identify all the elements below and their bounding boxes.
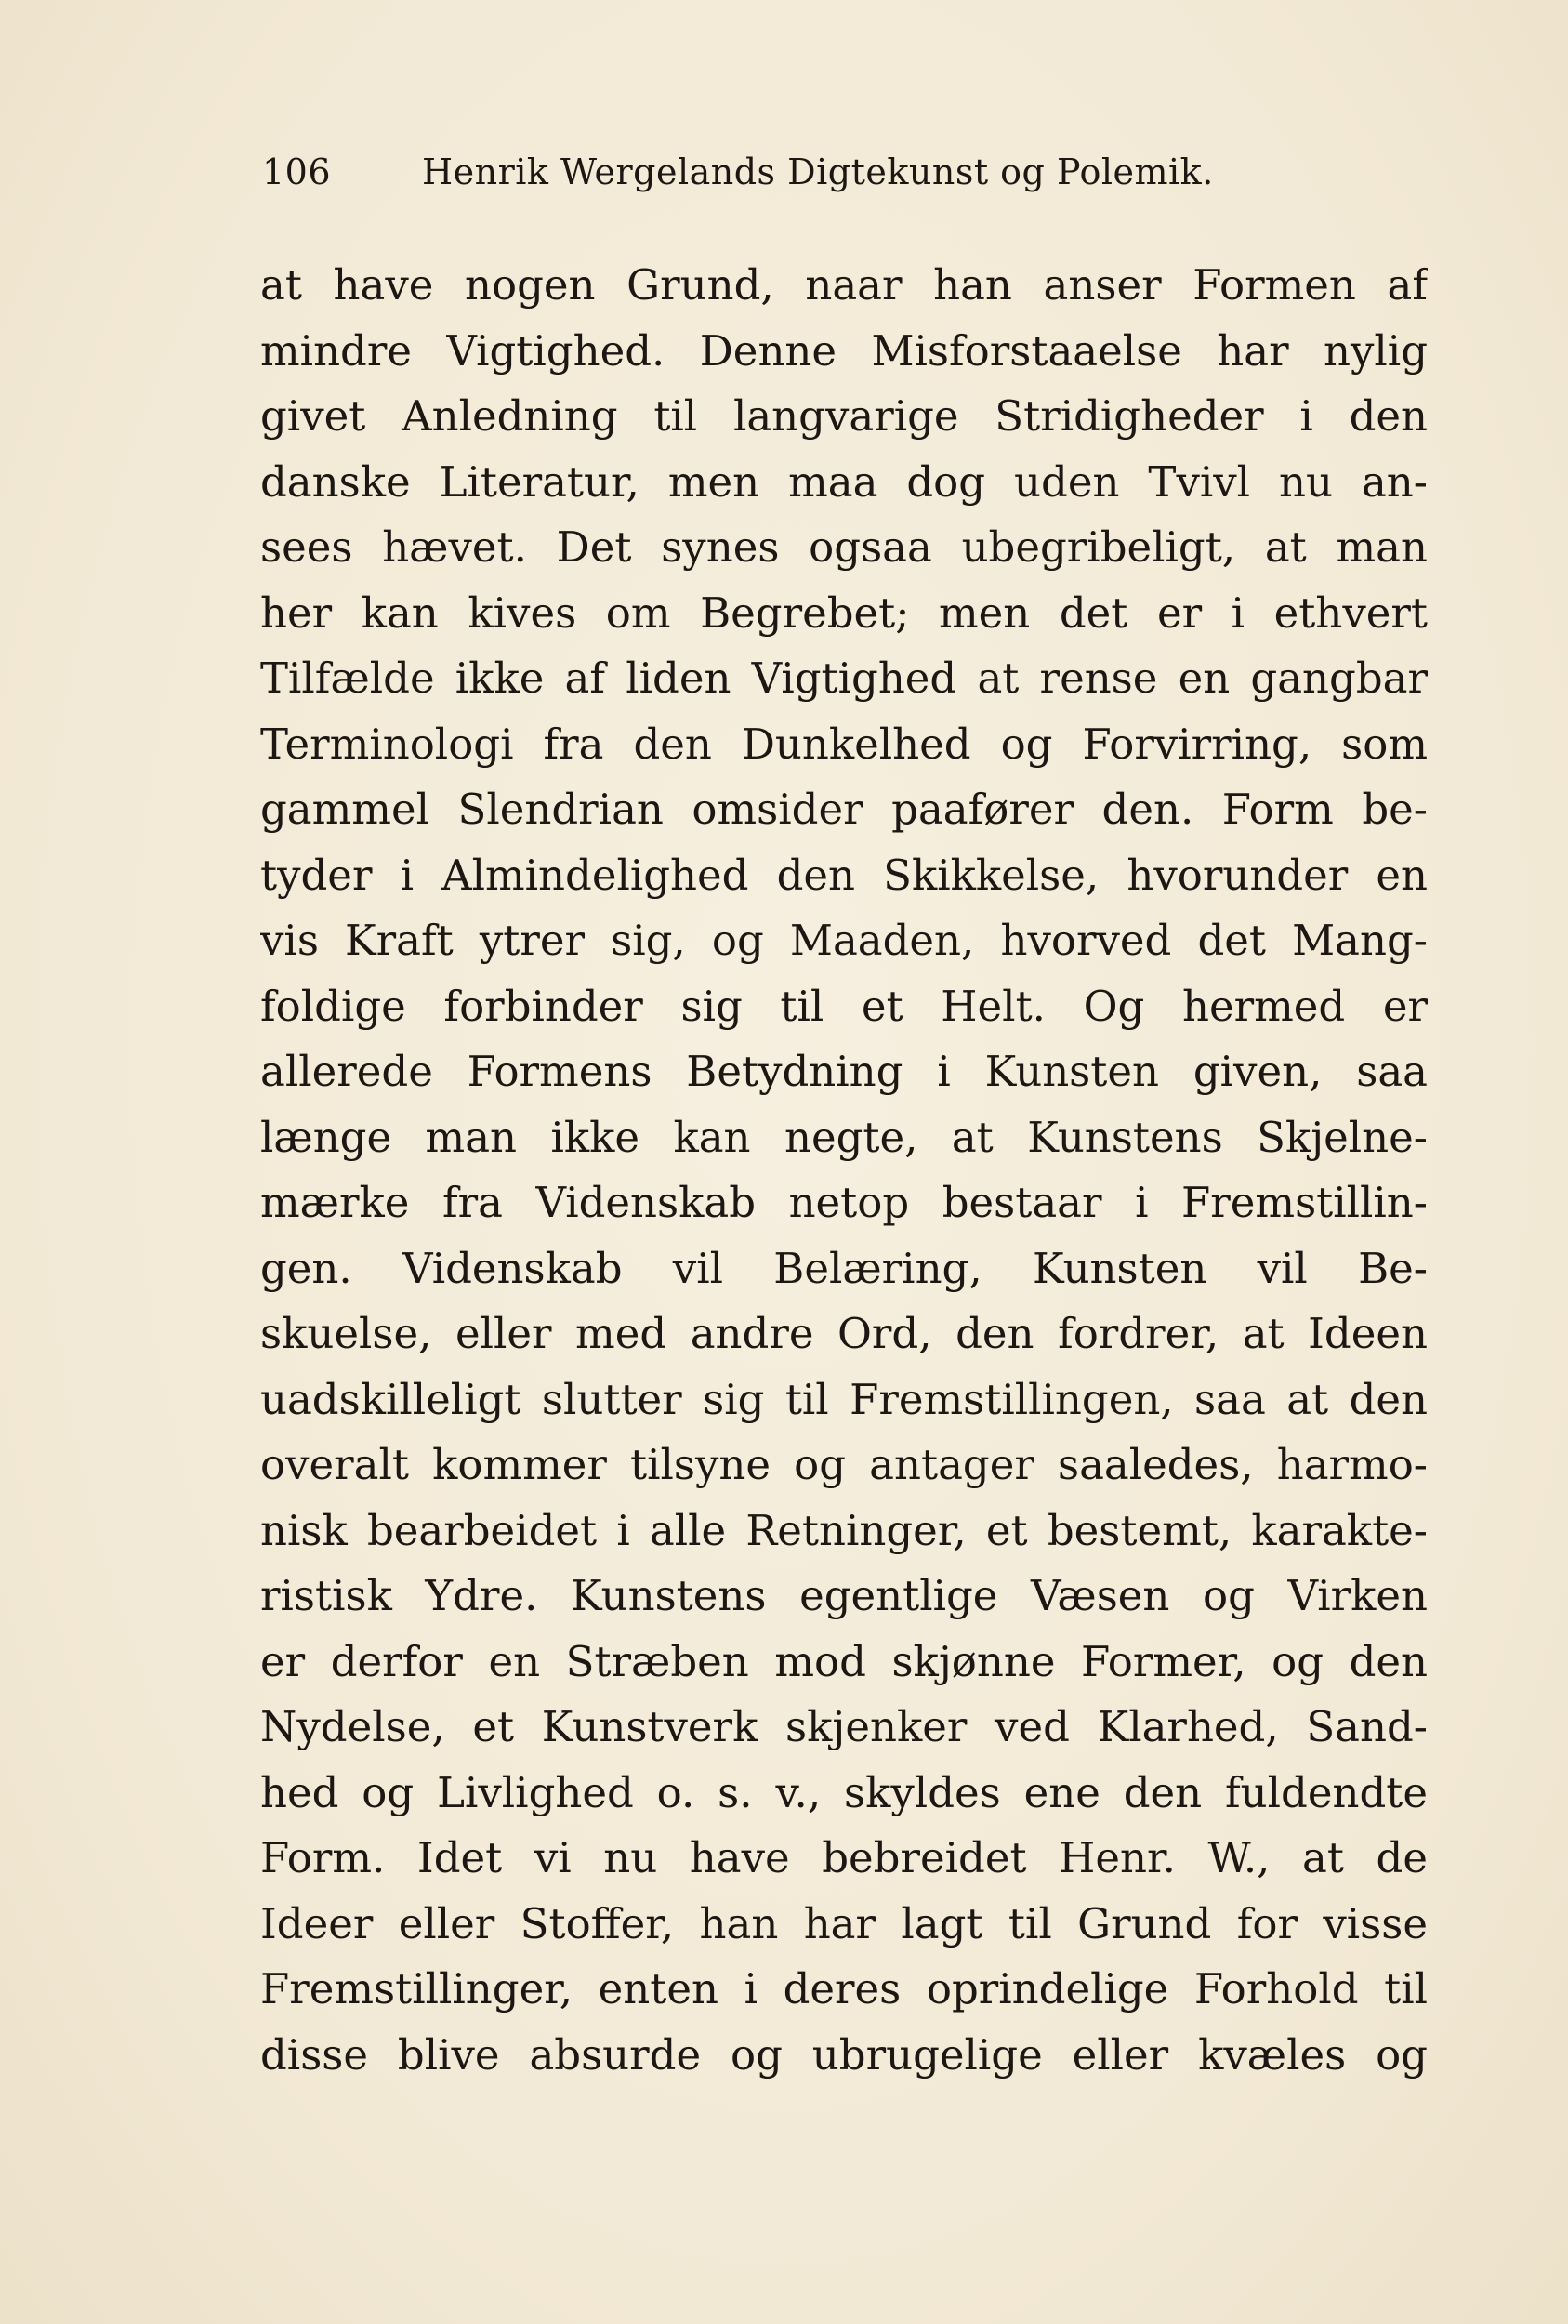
body-text [260, 253, 1428, 2088]
text-line: Nydelse, et Kunstverk skjenker ved Klarhed, Sand- [260, 1702, 1428, 1751]
text-line: vis Kraft ytrer sig, og Maaden, hvorved det Mang- [260, 916, 1428, 965]
page-header [262, 139, 1266, 205]
text-line: ristisk Ydre. Kunstens egentlige Væsen og Virken [260, 1571, 1428, 1620]
text-line: foldige forbinder sig til et Helt. Og hermed er [260, 981, 1428, 1031]
text-line: at have nogen Grund, naar han anser Formen af [260, 260, 1428, 310]
text-line: Tilfælde ikke af liden Vigtighed at rense en gangbar [260, 654, 1428, 703]
text-line: Fremstillinger, enten i deres oprindelige Forhold til [260, 1964, 1428, 2014]
text-line: her kan kives om Begrebet; men det er i ethvert [260, 588, 1428, 638]
text-line: Form. Idet vi nu have bebreidet Henr. W., at de [260, 1833, 1428, 1882]
running-title: Henrik Wergelands Digtekunst og Polemik. [422, 152, 1214, 192]
text-line: tyder i Almindelighed den Skikkelse, hvorunder en [260, 850, 1428, 900]
text-line: nisk bearbeidet i alle Retninger, et bestemt, karakte- [260, 1505, 1428, 1555]
text-line: overalt kommer tilsyne og antager saaledes, harmo- [260, 1440, 1428, 1489]
text-line: er derfor en Stræben mod skjønne Former, og den [260, 1636, 1428, 1686]
text-line: gen. Videnskab vil Belæring, Kunsten vil Be- [260, 1243, 1428, 1293]
text-line: mærke fra Videnskab netop bestaar i Fremstillin- [260, 1178, 1428, 1227]
page-number: 106 [262, 152, 332, 192]
text-line: gammel Slendrian omsider paafører den. Form be- [260, 785, 1428, 834]
text-line: mindre Vigtighed. Denne Misforstaaelse har nylig [260, 325, 1428, 376]
text-line: givet Anledning til langvarige Stridigheder i den [260, 391, 1428, 441]
text-line: længe man ikke kan negte, at Kunstens Skjelne- [260, 1112, 1428, 1162]
text-line: allerede Formens Betydning i Kunsten given, saa [260, 1047, 1428, 1096]
text-line: danske Literatur, men maa dog uden Tvivl nu an- [260, 456, 1428, 507]
text-line: disse blive absurde og ubrugelige eller kvæles og [260, 2029, 1428, 2080]
text-line: hed og Livlighed o. s. v., skyldes ene den fuldendte [260, 1767, 1428, 1817]
text-line: uadskilleligt slutter sig til Fremstillingen, saa at den [260, 1374, 1428, 1424]
text-line: skuelse, eller med andre Ord, den fordrer, at Ideen [260, 1309, 1428, 1358]
text-line: Ideer eller Stoffer, han har lagt til Grund for visse [260, 1898, 1428, 1948]
text-line: sees hævet. Det synes ogsaa ubegribeligt, at man [260, 522, 1428, 572]
text-line: Terminologi fra den Dunkelhed og Forvirring, som [260, 719, 1428, 769]
